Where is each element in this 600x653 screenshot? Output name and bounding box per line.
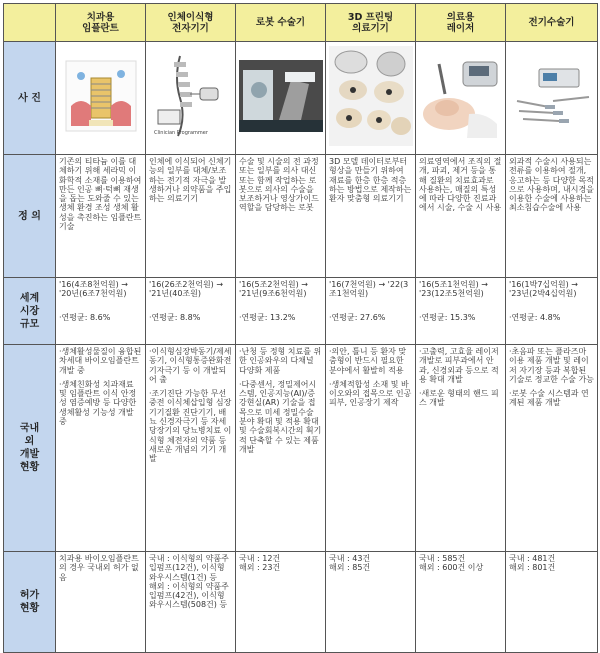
domestic-item: ·다중센서, 정밀제어시스템, 인공지능(AI)/증강현실(AR) 기술을 접목으로 미세 정밀수술 분야 확대 및 적용 확대 및 수술회복시간의 획기적 단축할 수 있는 제품 개발 xyxy=(239,379,322,454)
photo-3d-printing xyxy=(326,42,416,155)
definition-cell: 수술 및 시술의 전 과정 또는 일부를 의사 대신 또는 함께 작업하는 로봇으로 의사의 수술을 보조하거나 영상가이드 역할을 담당하는 로봇 xyxy=(236,155,326,278)
market-cell xyxy=(56,278,146,345)
permit-cell: 국내 : 585건 해외 : 600건 이상 xyxy=(416,552,506,653)
permit-row xyxy=(4,552,598,653)
dental-implant-illustration xyxy=(61,56,141,136)
photo-implantable-electronics xyxy=(146,42,236,155)
market-line2: '23(12조5천억원) xyxy=(419,289,484,299)
row-label-permit: 허가 현황 xyxy=(4,552,56,653)
market-line1: '16(7천억원) → '22(3조1천억원) xyxy=(329,280,409,299)
market-cagr: ·연평균: 13.2% xyxy=(239,312,296,322)
domestic-cell xyxy=(146,345,236,552)
domestic-item: ·조기진단 가능한 무선중전 이식체삽입형 심장기기질환 진단기기, 배뇨 신경자극기 등 자세당장기의 당뇨병치료 이식형 체전자의 약품 등 새로운 개념의 기기 개발 xyxy=(149,389,232,464)
domestic-item: ·의안, 틀니 등 환자 맞춤형이 반드시 필요한 분야에서 활발히 적용 xyxy=(329,347,407,375)
definition-cell: 인체에 이식되어 신체기능의 일부를 대체/보조하는 전기적 자극을 발생하거나 의약품을 주입하는 의료기기 xyxy=(146,155,236,278)
photo-row xyxy=(4,42,598,155)
3d-printing-photo xyxy=(329,46,413,146)
domestic-item: ·고출력, 고효율 레이저 개발로 피부과에서 안과, 신경외과 등으로 적용 확대 개발 xyxy=(419,347,499,384)
market-row xyxy=(4,278,598,345)
col-implantable-electronics: 인체이식형 전자기기 xyxy=(146,4,236,42)
medical-device-table xyxy=(3,3,598,653)
market-cell xyxy=(416,278,506,345)
market-line1: '16(5조2천억원) → xyxy=(239,280,308,289)
col-electrosurgical: 전기수술기 xyxy=(506,4,598,42)
corner-cell xyxy=(4,4,56,42)
domestic-item: ·난청 등 정형 치료를 위한 인공와우의 다채널 다양화 제품 xyxy=(239,347,322,375)
pacemaker-caption: Clinician Programmer xyxy=(153,130,208,136)
permit-cell: 국내 : 481건 해외 : 801건 xyxy=(506,552,598,653)
market-cagr: ·연평균: 27.6% xyxy=(329,312,386,322)
market-line1: '16(5조1천억원) → xyxy=(419,280,488,289)
market-line1: '16(26조2천억원) → xyxy=(149,280,224,289)
row-label-market: 세계 시장 규모 xyxy=(4,278,56,345)
electrosurgical-photo xyxy=(509,61,595,131)
market-line1: '16(4조8천억원) → xyxy=(59,280,128,289)
row-label-photo: 사 진 xyxy=(4,42,56,155)
permit-cell: 국내 : 이식형의 약품주입펌프(12건), 이식형 와우시스템(1건) 등 해외 : 이식형의 약품주입펌프(42건), 이식형 와우시스템(508건) 등 xyxy=(146,552,236,653)
permit-cell: 국내 : 43건 해외 : 85건 xyxy=(326,552,416,653)
market-cell xyxy=(146,278,236,345)
domestic-cell xyxy=(416,345,506,552)
photo-surgical-robot xyxy=(236,42,326,155)
domestic-cell xyxy=(56,345,146,552)
permit-cell: 치과용 바이오임플란트의 경우 국내외 허가 없음 xyxy=(56,552,146,653)
photo-medical-laser xyxy=(416,42,506,155)
market-line1: '16(1박7십억원) → xyxy=(509,280,578,289)
domestic-item: ·생체친화성 치과재료 및 임플란트 이식 안정성 염증예방 등 다양한 생체활성 기능성 개발 중 xyxy=(59,379,137,427)
domestic-item: ·이식형심장박동기/제세동기, 이식형통증완화전기자극기 등 이 개발되어 출 xyxy=(149,347,232,384)
domestic-item: ·생체적합성 소재 및 바이오와의 접목으로 인공피부, 인공장기 제작 xyxy=(329,379,412,408)
market-cell xyxy=(326,278,416,345)
market-line2: '23년(2박4십억원) xyxy=(509,289,577,299)
domestic-item: ·로봇 수술 시스템과 연계된 제품 개발 xyxy=(509,389,589,408)
pacemaker-illustration xyxy=(150,48,232,144)
col-dental-implant: 치과용 임플란트 xyxy=(56,4,146,42)
definition-cell: 3D 모델 데이터로부터 형상을 만들기 위하여 재료를 한층 한층 적층하는 방법으로 제작하는 환자 맞춤형 의료기기 xyxy=(326,155,416,278)
market-line2: '21년(40조원) xyxy=(149,289,201,299)
market-cell xyxy=(506,278,598,345)
definition-cell: 기존의 티타늄 이를 대체하기 위해 세라믹 이 화학적 소재를 이용하여 만든 인공 뼈·턱뼈 재생을 돕는 도와줄 수 있는 생체 환경 조성 생체 활성을 촉진하는 임플란트 기술 xyxy=(56,155,146,278)
market-line2: '20년(6조7천억원) xyxy=(59,289,127,299)
domestic-cell xyxy=(236,345,326,552)
col-medical-laser: 의료용 레이저 xyxy=(416,4,506,42)
definition-cell: 의료영역에서 조직의 절개, 파괴, 제거 등을 통해 질환의 치료효과로 사용하는, 매질의 특성에 따라 다양한 진료과에서 시술, 수술 시 사용 xyxy=(416,155,506,278)
domestic-item: ·초음파 또는 플라즈마 이용 제품 개발 및 레이저 자기장 등과 복합된 기술로 정교한 수술 가능 xyxy=(509,347,594,384)
surgical-robot-photo xyxy=(239,60,323,132)
row-label-domestic: 국내 외 개발 현황 xyxy=(4,345,56,552)
col-surgical-robot: 로봇 수술기 xyxy=(236,4,326,42)
photo-dental-implant xyxy=(56,42,146,155)
definition-cell: 외과적 수술시 사용되는 전류를 이용하여 절개, 응고하는 등 다양한 목적으로 사용하며, 내시경을 이용한 수술에 사용하는 최소침습수술에 사용 xyxy=(506,155,598,278)
col-3d-printing: 3D 프린팅 의료기기 xyxy=(326,4,416,42)
domestic-cell xyxy=(506,345,598,552)
row-label-definition: 정 의 xyxy=(4,155,56,278)
market-cagr: ·연평균: 8.8% xyxy=(149,312,201,322)
domestic-item: ·새로운 형태의 핸드 피스 개발 xyxy=(419,389,499,408)
domestic-cell xyxy=(326,345,416,552)
market-cagr: ·연평균: 4.8% xyxy=(509,312,561,322)
permit-cell: 국내 : 12건 해외 : 23건 xyxy=(236,552,326,653)
market-cell xyxy=(236,278,326,345)
market-line2: '21년(9조6천억원) xyxy=(239,289,307,299)
definition-row xyxy=(4,155,598,278)
header-row xyxy=(4,4,598,42)
medical-laser-photo xyxy=(419,54,503,138)
domestic-row xyxy=(4,345,598,552)
market-cagr: ·연평균: 15.3% xyxy=(419,312,476,322)
photo-electrosurgical xyxy=(506,42,598,155)
domestic-item: ·생체활성물질이 융합된 차세대 바이오임플란트 개발 중 xyxy=(59,347,142,375)
market-cagr: ·연평균: 8.6% xyxy=(59,312,111,322)
